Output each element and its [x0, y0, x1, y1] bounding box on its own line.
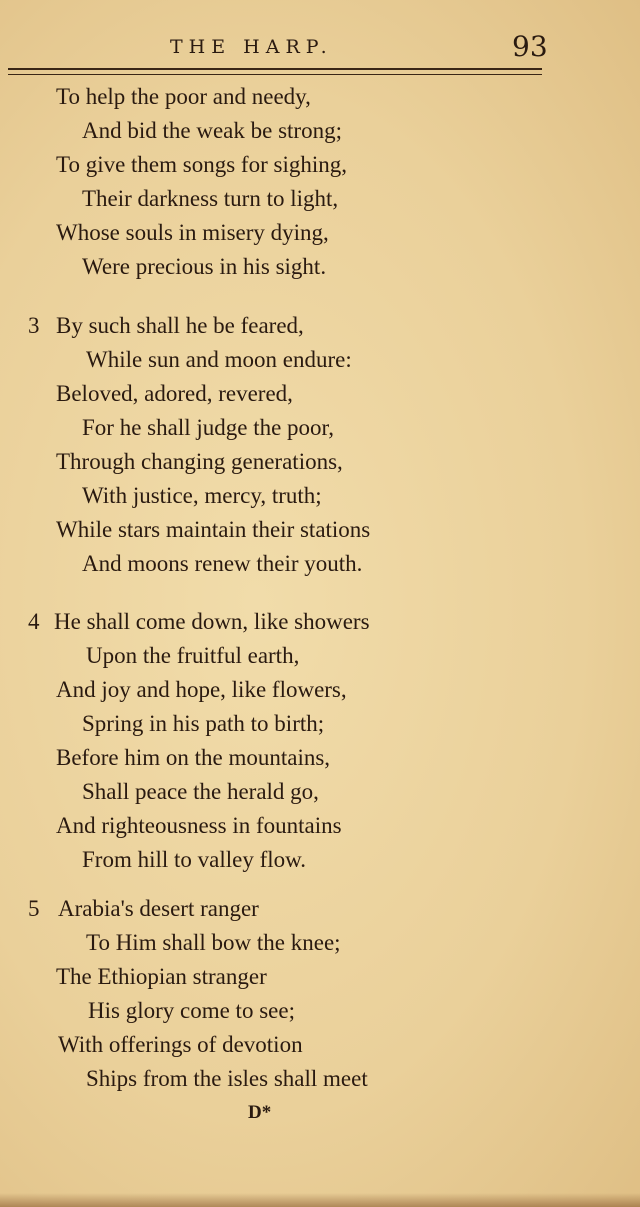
signature-mark: D*	[248, 1102, 272, 1123]
verse-line: Beloved, adored, revered,	[56, 381, 293, 406]
verse-line: Were precious in his sight.	[82, 254, 327, 279]
page-edge-shadow	[0, 1193, 640, 1207]
verse-line: Upon the fruitful earth,	[86, 643, 300, 668]
stanza-number: 3	[28, 313, 40, 338]
verse-line: To give them songs for sighing,	[56, 152, 347, 177]
verse-line: Ships from the isles shall meet	[86, 1066, 368, 1091]
verse-line: For he shall judge the poor,	[82, 415, 335, 440]
verse-line: He shall come down, like showers	[54, 609, 370, 634]
verse-line: With offerings of devotion	[58, 1032, 303, 1057]
header-rule-thick	[8, 68, 542, 70]
verse-line: Spring in his path to birth;	[82, 711, 325, 736]
verse-line: Arabia's desert ranger	[58, 896, 259, 921]
verse-line: By such shall he be feared,	[56, 313, 304, 338]
header-rule-thin	[8, 74, 542, 75]
verse-line: With justice, mercy, truth;	[82, 483, 322, 508]
verse-line: And righteousness in fountains	[56, 813, 342, 838]
running-title: THE HARP.	[170, 36, 333, 58]
verse-line: The Ethiopian stranger	[56, 964, 267, 989]
verse-line: His glory come to see;	[88, 998, 295, 1023]
page-number: 93	[512, 30, 548, 63]
stanza-number: 5	[28, 896, 40, 921]
verse-line: Their darkness turn to light,	[82, 186, 339, 211]
verse-line: And moons renew their youth.	[82, 551, 363, 576]
verse-line: And bid the weak be strong;	[82, 118, 342, 143]
verse-line: Before him on the mountains,	[56, 745, 331, 770]
verse-line: Whose souls in misery dying,	[56, 220, 329, 245]
verse-line: Through changing generations,	[56, 449, 343, 474]
verse-line: To Him shall bow the knee;	[86, 930, 341, 955]
verse-line: While stars maintain their stations	[56, 517, 371, 542]
verse-line: And joy and hope, like flowers,	[56, 677, 347, 702]
stanza-number: 4	[28, 609, 40, 634]
verse-line: Shall peace the herald go,	[82, 779, 319, 804]
verse-line: To help the poor and needy,	[56, 84, 311, 109]
verse-line: While sun and moon endure:	[86, 347, 352, 372]
verse-line: From hill to valley flow.	[82, 847, 307, 872]
